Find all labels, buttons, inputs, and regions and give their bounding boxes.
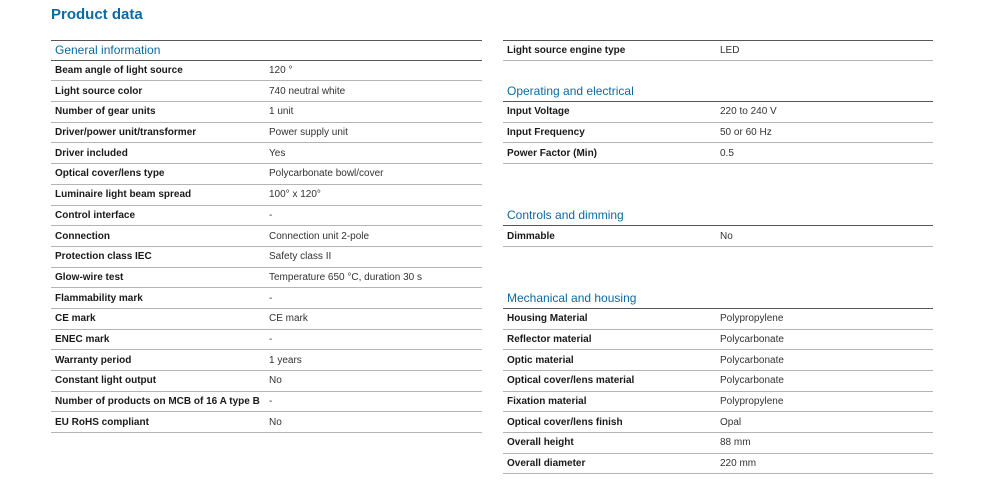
spec-value: Connection unit 2-pole — [269, 230, 370, 242]
spec-row — [51, 288, 482, 309]
spec-label: Dimmable — [507, 230, 555, 242]
spec-value: 88 mm — [720, 437, 751, 449]
section-heading-operating-and-electrical: Operating and electrical — [503, 81, 933, 102]
spec-label: Driver included — [55, 147, 128, 159]
spec-label: Protection class IEC — [55, 251, 152, 263]
spec-row — [51, 392, 482, 413]
spec-value: Polycarbonate bowl/cover — [269, 168, 384, 180]
spec-row — [503, 454, 933, 475]
spec-value: No — [720, 230, 733, 242]
spec-label: ENEC mark — [55, 333, 110, 345]
spec-label: Optical cover/lens material — [507, 375, 635, 387]
spec-label: Luminaire light beam spread — [55, 189, 192, 201]
spec-value: - — [269, 396, 273, 408]
spec-label: Control interface — [55, 209, 136, 221]
spec-value: LED — [720, 44, 740, 56]
spec-value: 740 neutral white — [269, 85, 346, 97]
spec-row — [503, 433, 933, 454]
spec-row — [503, 143, 933, 164]
spec-row — [51, 123, 482, 144]
spec-value: 120 ° — [269, 65, 293, 77]
spec-row — [503, 226, 933, 247]
spec-row — [51, 185, 482, 206]
section-heading-mechanical-and-housing: Mechanical and housing — [503, 288, 933, 309]
spec-row — [51, 164, 482, 185]
spec-value: - — [269, 209, 273, 221]
spec-value: 100° x 120° — [269, 189, 321, 201]
spec-label: Optical cover/lens type — [55, 168, 165, 180]
spec-value: No — [269, 375, 282, 387]
spec-row — [51, 247, 482, 268]
spec-label: Input Voltage — [507, 106, 570, 118]
spec-value: Polycarbonate — [720, 375, 784, 387]
spec-value: 1 unit — [269, 106, 294, 118]
spec-label: Driver/power unit/transformer — [55, 127, 197, 139]
spec-row — [51, 350, 482, 371]
spec-label: Constant light output — [55, 375, 157, 387]
spec-value: Polypropylene — [720, 396, 784, 408]
spec-value: - — [269, 292, 273, 304]
spec-row — [503, 123, 933, 144]
spec-label: Number of gear units — [55, 106, 156, 118]
spec-row — [503, 330, 933, 351]
spec-label: Overall diameter — [507, 458, 586, 470]
spec-value: Polycarbonate — [720, 333, 784, 345]
spec-label: Housing Material — [507, 313, 588, 325]
spec-label: Glow-wire test — [55, 271, 124, 283]
spec-label: EU RoHS compliant — [55, 416, 149, 428]
spec-row — [503, 350, 933, 371]
spec-value: 0.5 — [720, 147, 734, 159]
spec-label: Warranty period — [55, 354, 132, 366]
spec-label: Reflector material — [507, 333, 592, 345]
section-heading-controls-and-dimming: Controls and dimming — [503, 206, 933, 227]
spec-label: Light source color — [55, 85, 143, 97]
spec-label: Connection — [55, 230, 110, 242]
spec-label: Beam angle of light source — [55, 65, 183, 77]
spec-value: Polypropylene — [720, 313, 784, 325]
spec-label: Overall height — [507, 437, 574, 449]
general-information-table — [51, 40, 482, 433]
spec-label: Input Frequency — [507, 127, 585, 139]
spec-row — [503, 371, 933, 392]
spec-value: CE mark — [269, 313, 308, 325]
spec-value: No — [269, 416, 282, 428]
spec-row — [51, 206, 482, 227]
spec-value: Yes — [269, 147, 286, 159]
spec-label: Flammability mark — [55, 292, 143, 304]
spec-row — [503, 412, 933, 433]
spec-value: Polycarbonate — [720, 354, 784, 366]
spec-label: Optical cover/lens finish — [507, 416, 623, 428]
spec-row — [51, 268, 482, 289]
spec-row — [51, 330, 482, 351]
spec-value: Temperature 650 °C, duration 30 s — [269, 271, 422, 283]
spec-row — [51, 309, 482, 330]
spec-row — [51, 102, 482, 123]
spec-row — [503, 102, 933, 123]
spec-value: 220 mm — [720, 458, 757, 470]
spec-label: Fixation material — [507, 396, 587, 408]
spec-label: Power Factor (Min) — [507, 147, 598, 159]
spec-value: 1 years — [269, 354, 302, 366]
spec-label: Optic material — [507, 354, 574, 366]
spec-value: 220 to 240 V — [720, 106, 777, 118]
spec-value: Safety class II — [269, 251, 332, 263]
right-spec-column — [503, 40, 933, 474]
spec-row — [51, 412, 482, 433]
spec-row — [503, 392, 933, 413]
spec-label: Number of products on MCB of 16 A type B — [55, 396, 260, 408]
spec-label: Light source engine type — [507, 44, 626, 56]
spec-value: - — [269, 333, 273, 345]
spec-value: Power supply unit — [269, 127, 348, 139]
spec-value: Opal — [720, 416, 742, 428]
page-title: Product data — [51, 6, 143, 23]
spec-row — [51, 61, 482, 82]
spec-row — [51, 81, 482, 102]
spec-row — [51, 226, 482, 247]
spec-row — [51, 143, 482, 164]
spec-row — [503, 309, 933, 330]
section-heading-general-information: General information — [51, 40, 482, 61]
spec-row — [51, 371, 482, 392]
spec-row-light-source-engine-type — [503, 40, 933, 61]
spec-label: CE mark — [55, 313, 96, 325]
spec-value: 50 or 60 Hz — [720, 127, 772, 139]
